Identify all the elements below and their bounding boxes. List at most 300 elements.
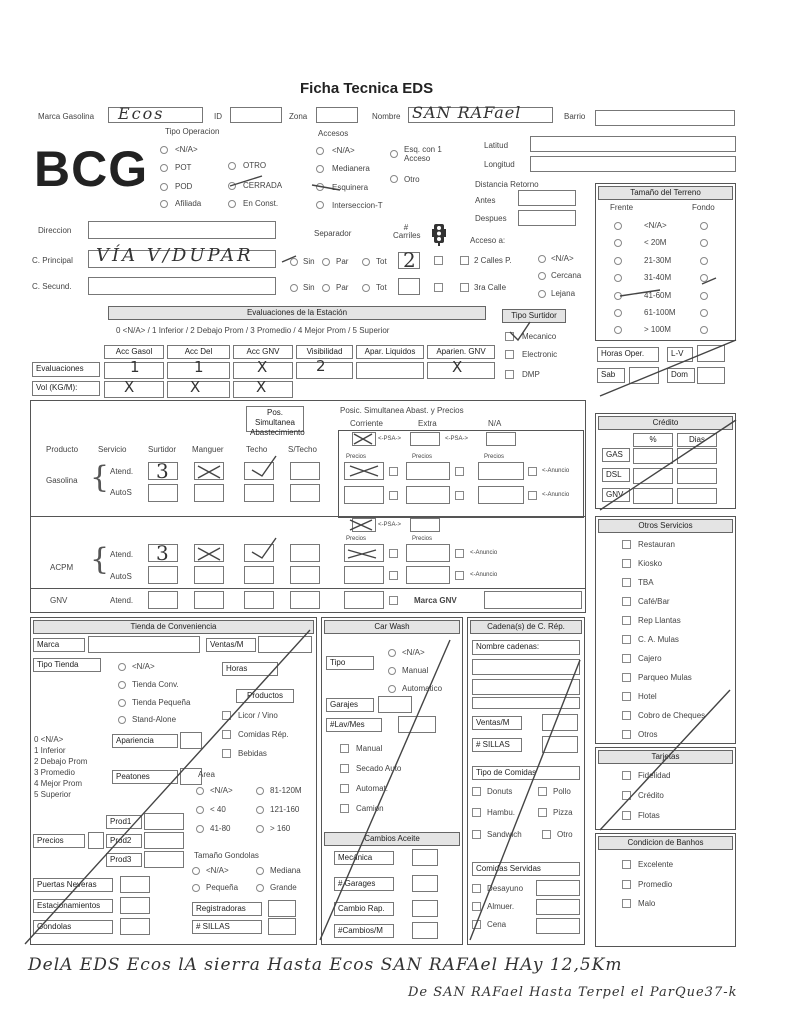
cambios-num-field[interactable] bbox=[412, 922, 438, 939]
surtidor-electronic-checkbox[interactable] bbox=[505, 350, 514, 359]
gas-psa-extra[interactable] bbox=[410, 432, 440, 446]
tienda-productos-label: Productos bbox=[236, 689, 294, 703]
car-wash-secado-checkbox[interactable] bbox=[340, 764, 349, 773]
gondola-pequena-label: Pequeña bbox=[206, 883, 239, 892]
posic-simultanea-label: Posic. Simultanea Abast. y Precios bbox=[340, 406, 464, 415]
terreno-frente-gt100-radio[interactable] bbox=[614, 326, 622, 334]
barrio-label: Barrio bbox=[564, 112, 586, 121]
tienda-tipo-label: Tipo Tienda bbox=[33, 658, 101, 672]
acpm-autos-surtidor[interactable] bbox=[148, 566, 178, 584]
vol-acc-del-value: X bbox=[190, 378, 201, 396]
principal-box1-checkbox[interactable] bbox=[434, 256, 443, 265]
acpm-precio-corriente-2[interactable] bbox=[344, 566, 384, 584]
acpm-autos-stecho[interactable] bbox=[290, 566, 320, 584]
tienda-tipo-na-radio[interactable] bbox=[118, 663, 126, 671]
tienda-scale-2: 2 Debajo Prom bbox=[34, 757, 88, 766]
gas-precio-corriente-check-2[interactable] bbox=[389, 491, 398, 500]
banos-excelente-checkbox[interactable] bbox=[622, 860, 631, 869]
tienda-ventas-label: Ventas/M bbox=[206, 638, 256, 652]
servicio-cheques-checkbox[interactable] bbox=[622, 711, 631, 720]
id-field[interactable] bbox=[230, 107, 282, 123]
gnv-surtidor[interactable] bbox=[148, 591, 178, 609]
gas-anuncio-label-1: <-Anuncio bbox=[542, 468, 570, 474]
credito-pct-label: % bbox=[633, 433, 673, 447]
tienda-comidas-checkbox[interactable] bbox=[222, 730, 231, 739]
eval-col-apar-liquidos: Apar. Liquidos bbox=[356, 345, 424, 359]
gas-psa-corriente[interactable] bbox=[352, 432, 376, 446]
servicio-hotel-label: Hotel bbox=[638, 692, 657, 701]
credito-gnv-dias[interactable] bbox=[677, 488, 717, 504]
car-wash-automat-checkbox[interactable] bbox=[340, 784, 349, 793]
acpm-atend-manguer[interactable] bbox=[194, 544, 224, 562]
servicio-tba-checkbox[interactable] bbox=[622, 578, 631, 587]
zona-label: Zona bbox=[289, 112, 308, 121]
gnv-precio[interactable] bbox=[344, 591, 384, 609]
vol-row-label: Vol (KG/M): bbox=[32, 381, 100, 396]
tienda-prod3-field[interactable] bbox=[144, 851, 184, 868]
acpm-anuncio-label-2: <-Anuncio bbox=[470, 572, 498, 578]
tienda-peatones-label: Peatones bbox=[112, 770, 178, 784]
antes-field[interactable] bbox=[518, 190, 576, 206]
tarjeta-fidelidad-label: Fidelidad bbox=[638, 771, 671, 780]
servida-desayuno-checkbox[interactable] bbox=[472, 884, 481, 893]
terreno-na-label: <N/A> bbox=[644, 221, 667, 230]
credito-gnv-pct[interactable] bbox=[633, 488, 673, 504]
tienda-tipo-pequena-label: Tienda Pequeña bbox=[132, 698, 191, 707]
acpm-precio-corriente[interactable] bbox=[344, 544, 384, 562]
tienda-marca-field[interactable] bbox=[88, 636, 200, 653]
tipo-op-enconst-radio[interactable] bbox=[228, 200, 236, 208]
principal-par-radio[interactable] bbox=[322, 258, 330, 266]
evaluaciones-title: Evaluaciones de la Estación bbox=[108, 306, 486, 320]
terreno-frente-20-radio[interactable] bbox=[614, 239, 622, 247]
cambios-garages-field[interactable] bbox=[412, 875, 438, 892]
surtidor-mecanico-checkbox[interactable] bbox=[505, 332, 514, 341]
acpm-precio-corriente-check[interactable] bbox=[389, 549, 398, 558]
gas-autos-surtidor[interactable] bbox=[148, 484, 178, 502]
terreno-fondo-30-radio[interactable] bbox=[700, 257, 708, 265]
area-120-radio[interactable] bbox=[256, 787, 264, 795]
comida-sandwich-checkbox[interactable] bbox=[472, 830, 481, 839]
cadenas-sillas-label: # SILLAS bbox=[472, 738, 522, 752]
gnv-manguer[interactable] bbox=[194, 591, 224, 609]
tienda-scale-5: 5 Superior bbox=[34, 790, 71, 799]
accesos-medianera-radio[interactable] bbox=[316, 165, 324, 173]
longitud-field[interactable] bbox=[530, 156, 736, 172]
gas-precio-extra-check[interactable] bbox=[455, 467, 464, 476]
car-wash-na-radio[interactable] bbox=[388, 649, 396, 657]
tienda-comidas-label: Comidas Rép. bbox=[238, 730, 289, 739]
horas-dom-field[interactable] bbox=[697, 367, 725, 384]
terreno-40-label: 31-40M bbox=[644, 273, 672, 282]
gas-atend-manguer[interactable] bbox=[194, 462, 224, 480]
tienda-tipo-pequena-radio[interactable] bbox=[118, 699, 126, 707]
tienda-scale-4: 4 Mejor Prom bbox=[34, 779, 83, 788]
tienda-tipo-conv-radio[interactable] bbox=[118, 681, 126, 689]
pos-simultanea-label: Pos. Simultanea Abastecimiento bbox=[246, 406, 304, 432]
direccion-field[interactable] bbox=[88, 221, 276, 239]
gas-autos-stecho[interactable] bbox=[290, 484, 320, 502]
acpm-autos-manguer[interactable] bbox=[194, 566, 224, 584]
gas-atend-stecho[interactable] bbox=[290, 462, 320, 480]
secundaria-par-radio[interactable] bbox=[322, 284, 330, 292]
gas-psa-label-1: <-PSA-> bbox=[378, 436, 402, 442]
cadenas-tipo-comidas-label: Tipo de Comidas bbox=[472, 766, 580, 780]
horas-sab-field[interactable] bbox=[629, 367, 659, 384]
gas-precio-extra[interactable] bbox=[406, 462, 450, 480]
gnv-techo[interactable] bbox=[244, 591, 274, 609]
terreno-30-label: 21-30M bbox=[644, 256, 672, 265]
servida-cena-checkbox[interactable] bbox=[472, 920, 481, 929]
horas-lv-field[interactable] bbox=[697, 345, 725, 362]
tienda-apariencia-field[interactable] bbox=[180, 732, 202, 749]
secundaria-calles-label: 3ra Calle bbox=[474, 283, 507, 292]
terreno-fondo-100-radio[interactable] bbox=[700, 309, 708, 317]
accesos-otro-label: Otro bbox=[404, 175, 420, 184]
secundaria-sin-radio[interactable] bbox=[290, 284, 298, 292]
gas-anuncio-check-1[interactable] bbox=[528, 467, 537, 476]
car-wash-manual-checkbox[interactable] bbox=[340, 744, 349, 753]
accesos-esquinera-radio[interactable] bbox=[316, 183, 324, 191]
tienda-scale-1: 1 Inferior bbox=[34, 746, 66, 755]
terreno-fondo-40-radio[interactable] bbox=[700, 274, 708, 282]
comida-hambu-label: Hambu. bbox=[487, 808, 516, 817]
area-gt160-radio[interactable] bbox=[256, 825, 264, 833]
terreno-frente-40-radio[interactable] bbox=[614, 274, 622, 282]
terreno-fondo-60-radio[interactable] bbox=[700, 292, 708, 300]
separador-label: Separador bbox=[314, 229, 352, 238]
gnv-check[interactable] bbox=[389, 596, 398, 605]
secundaria-carriles-field[interactable] bbox=[398, 278, 420, 295]
gondola-na-radio[interactable] bbox=[192, 867, 200, 875]
tarjeta-fidelidad-checkbox[interactable] bbox=[622, 771, 631, 780]
credito-dsl-pct[interactable] bbox=[633, 468, 673, 484]
banos-promedio-checkbox[interactable] bbox=[622, 880, 631, 889]
secundaria-field[interactable] bbox=[88, 277, 276, 295]
banos-title: Condicion de Banhos bbox=[598, 836, 733, 850]
servida-almuer-label: Almuer. bbox=[487, 902, 515, 911]
gondola-pequena-radio[interactable] bbox=[192, 884, 200, 892]
handwritten-note-1: DelA EDS Ecos lA sierra Hasta Ecos SAN RAFAel HAy 12,5Km bbox=[28, 955, 623, 975]
servida-field-2[interactable] bbox=[536, 899, 580, 915]
eval-col-acc-gasol: Acc Gasol bbox=[104, 345, 164, 359]
cambios-mecanica-field[interactable] bbox=[412, 849, 438, 866]
eval-col-visibilidad: Visibilidad bbox=[296, 345, 353, 359]
car-wash-garajes-field[interactable] bbox=[378, 696, 412, 713]
accesos-esq-acceso-radio[interactable] bbox=[390, 150, 398, 158]
secundaria-tot-radio[interactable] bbox=[362, 284, 370, 292]
terreno-frente-30-radio[interactable] bbox=[614, 257, 622, 265]
gas-precio-extra-2[interactable] bbox=[406, 486, 450, 504]
comida-pizza-checkbox[interactable] bbox=[538, 808, 547, 817]
marca-gasolina-value: Ecos bbox=[118, 104, 165, 123]
cadenas-sillas-field[interactable] bbox=[542, 736, 578, 753]
handwritten-note-2: De SAN RAFael Hasta Terpel el ParQue37-k bbox=[408, 985, 738, 1000]
tienda-estacionamientos-label: Estacionamientos bbox=[33, 899, 113, 913]
car-wash-tipo-label: Tipo bbox=[326, 656, 374, 670]
despues-field[interactable] bbox=[518, 210, 576, 226]
credito-gas-dias[interactable] bbox=[677, 448, 717, 464]
comidas-servidas-label: Comidas Servidas bbox=[472, 862, 580, 876]
acpm-autos-label: AutoS bbox=[110, 572, 132, 581]
accesos-na-label: <N/A> bbox=[332, 146, 355, 155]
cambios-rap-field[interactable] bbox=[412, 900, 438, 917]
terreno-fondo-gt100-radio[interactable] bbox=[700, 326, 708, 334]
car-wash-title: Car Wash bbox=[324, 620, 460, 634]
car-wash-auto-radio[interactable] bbox=[388, 685, 396, 693]
tipo-op-cerrada-label: CERRADA bbox=[243, 181, 283, 190]
terreno-fondo-20-radio[interactable] bbox=[700, 239, 708, 247]
acceso-na-radio[interactable] bbox=[538, 255, 546, 263]
id-label: ID bbox=[214, 112, 222, 121]
tipo-op-pod-radio[interactable] bbox=[160, 183, 168, 191]
eval-acc-gasol-value: 1 bbox=[130, 358, 140, 376]
cambios-mecanica-label: Mecánica bbox=[334, 851, 394, 865]
tienda-tipo-standalone-radio[interactable] bbox=[118, 716, 126, 724]
accesos-na-radio[interactable] bbox=[316, 147, 324, 155]
acpm-precio-extra-2[interactable] bbox=[406, 566, 450, 584]
tarjetas-title: Tarjetas bbox=[598, 750, 733, 764]
gas-precio-corriente[interactable] bbox=[344, 462, 384, 480]
servicio-mulas-checkbox[interactable] bbox=[622, 635, 631, 644]
tarjeta-credito-label: Crédito bbox=[638, 791, 664, 800]
acpm-label: ACPM bbox=[50, 563, 74, 572]
gas-anuncio-check-2[interactable] bbox=[528, 491, 537, 500]
gnv-stecho[interactable] bbox=[290, 591, 320, 609]
row-divider-2 bbox=[30, 588, 586, 589]
surtidor-dmp-checkbox[interactable] bbox=[505, 370, 514, 379]
servicio-cajero-checkbox[interactable] bbox=[622, 654, 631, 663]
tienda-tipo-standalone-label: Stand-Alone bbox=[132, 715, 177, 724]
tienda-precios-label: Precios bbox=[33, 834, 85, 848]
principal-carriles-value: 2 bbox=[403, 248, 416, 272]
tarjeta-credito-checkbox[interactable] bbox=[622, 791, 631, 800]
gnv-label: GNV bbox=[50, 596, 68, 605]
credito-gnv-label: GNV bbox=[602, 488, 630, 502]
banos-excelente-label: Excelente bbox=[638, 860, 674, 869]
tienda-licor-checkbox[interactable] bbox=[222, 711, 231, 720]
tipo-op-pot-label: POT bbox=[175, 163, 192, 172]
gondola-grande-radio[interactable] bbox=[256, 884, 264, 892]
acceso-lejana-radio[interactable] bbox=[538, 290, 546, 298]
comida-pollo-label: Pollo bbox=[553, 787, 571, 796]
gas-precio-corriente-check[interactable] bbox=[389, 467, 398, 476]
credito-dsl-dias[interactable] bbox=[677, 468, 717, 484]
eval-col-acc-gnv: Acc GNV bbox=[233, 345, 293, 359]
acpm-precios-2: Precios bbox=[412, 536, 433, 542]
surtidor-dmp-label: DMP bbox=[522, 370, 540, 379]
gas-precios-3: Precios bbox=[484, 454, 505, 460]
servicio-cafe-checkbox[interactable] bbox=[622, 597, 631, 606]
acpm-autos-techo[interactable] bbox=[244, 566, 274, 584]
terreno-frente-na-radio[interactable] bbox=[614, 222, 622, 230]
comida-donuts-checkbox[interactable] bbox=[472, 787, 481, 796]
tipo-op-pot-radio[interactable] bbox=[160, 164, 168, 172]
direccion-label: Direccion bbox=[38, 226, 72, 235]
acpm-anuncio-check-1[interactable] bbox=[455, 549, 464, 558]
gas-atend-surtidor-value: 3 bbox=[156, 459, 169, 483]
principal-label: C. Principal bbox=[32, 256, 73, 265]
servicio-kiosko-checkbox[interactable] bbox=[622, 559, 631, 568]
tarjeta-flotas-checkbox[interactable] bbox=[622, 811, 631, 820]
eval-aparien-gnv-value: X bbox=[452, 358, 463, 376]
tipo-op-na-radio[interactable] bbox=[160, 146, 168, 154]
longitud-label: Longitud bbox=[484, 160, 515, 169]
terreno-60-label: 41-60M bbox=[644, 291, 672, 300]
tipo-op-cerrada-radio[interactable] bbox=[228, 182, 236, 190]
secundaria-calles-checkbox[interactable] bbox=[460, 283, 469, 292]
comida-pollo-checkbox[interactable] bbox=[538, 787, 547, 796]
gasolina-autos-label: AutoS bbox=[110, 488, 132, 497]
acpm-atend-techo[interactable] bbox=[244, 544, 274, 562]
tienda-puertas-field[interactable] bbox=[120, 876, 150, 893]
latitud-label: Latitud bbox=[484, 141, 509, 150]
acpm-anuncio-check-2[interactable] bbox=[455, 571, 464, 580]
tipo-op-otro-radio[interactable] bbox=[228, 162, 236, 170]
tipo-op-afiliada-radio[interactable] bbox=[160, 200, 168, 208]
acpm-psa-extra[interactable] bbox=[410, 518, 440, 532]
banos-promedio-label: Promedio bbox=[638, 880, 673, 889]
gas-precios-1: Precios bbox=[346, 454, 367, 460]
credito-gas-pct[interactable] bbox=[633, 448, 673, 464]
accesos-label: Accesos bbox=[318, 129, 349, 138]
car-wash-lav-field[interactable] bbox=[398, 716, 436, 733]
banos-malo-checkbox[interactable] bbox=[622, 899, 631, 908]
tienda-scale-0: 0 <N/A> bbox=[34, 735, 64, 744]
servicio-hotel-checkbox[interactable] bbox=[622, 692, 631, 701]
area-40-radio[interactable] bbox=[196, 806, 204, 814]
eval-apar-liquidos-field[interactable] bbox=[356, 362, 424, 379]
gas-precio-extra-check-2[interactable] bbox=[455, 491, 464, 500]
terreno-frente-100-radio[interactable] bbox=[614, 309, 622, 317]
accesos-otro-radio[interactable] bbox=[390, 175, 398, 183]
antes-label: Antes bbox=[475, 196, 496, 205]
accesos-esq-acceso-label: Esq. con 1 Acceso bbox=[404, 145, 442, 163]
col-producto: Producto bbox=[46, 445, 79, 454]
principal-calles-checkbox[interactable] bbox=[460, 256, 469, 265]
accesos-interseccion-label: Interseccion-T bbox=[332, 201, 383, 210]
gas-anuncio-label-2: <-Anuncio bbox=[542, 492, 570, 498]
comida-otro-checkbox[interactable] bbox=[542, 830, 551, 839]
tienda-prod1-field[interactable] bbox=[144, 813, 184, 830]
principal-sin-radio[interactable] bbox=[290, 258, 298, 266]
servida-field-1[interactable] bbox=[536, 880, 580, 896]
gasolina-label: Gasolina bbox=[46, 476, 78, 485]
tipo-surtidor-title: Tipo Surtidor bbox=[502, 309, 566, 323]
acpm-precio-corriente-check-2[interactable] bbox=[389, 571, 398, 580]
cadenas-nombre-field-3[interactable] bbox=[472, 697, 580, 709]
gas-precio-na-2[interactable] bbox=[478, 486, 524, 504]
cadenas-ventas-field[interactable] bbox=[542, 714, 578, 731]
servicio-llantas-label: Rep Llantas bbox=[638, 616, 681, 625]
acpm-atend-surtidor-value: 3 bbox=[156, 541, 169, 565]
area-na-radio[interactable] bbox=[196, 787, 204, 795]
servida-cena-label: Cena bbox=[487, 920, 507, 929]
tienda-registradoras-field[interactable] bbox=[268, 900, 296, 917]
tienda-ventas-field[interactable] bbox=[258, 636, 312, 653]
zona-field[interactable] bbox=[316, 107, 358, 123]
acceso-na-label: <N/A> bbox=[551, 254, 574, 263]
bcg-logo: BCG bbox=[34, 141, 149, 197]
car-wash-automat-label: Automat. bbox=[356, 784, 389, 793]
car-wash-camion-checkbox[interactable] bbox=[340, 804, 349, 813]
tienda-precios-field[interactable] bbox=[88, 832, 104, 849]
latitud-field[interactable] bbox=[530, 136, 736, 152]
servicio-parqueo-label: Parqueo Mulas bbox=[638, 673, 692, 682]
servicio-mulas-label: C. A. Mulas bbox=[638, 635, 679, 644]
area-160-radio[interactable] bbox=[256, 806, 264, 814]
comida-hambu-checkbox[interactable] bbox=[472, 808, 481, 817]
terreno-frente-label: Frente bbox=[610, 203, 634, 212]
cadenas-nombre-field-1[interactable] bbox=[472, 659, 580, 675]
gas-precio-na[interactable] bbox=[478, 462, 524, 480]
acpm-precio-extra[interactable] bbox=[406, 544, 450, 562]
comida-sandwich-label: Sandwich bbox=[487, 830, 522, 839]
servicio-otros-label: Otros bbox=[638, 730, 658, 739]
marca-gnv-field[interactable] bbox=[484, 591, 582, 609]
tienda-estacionamientos-field[interactable] bbox=[120, 897, 150, 914]
tienda-marca-label: Marca bbox=[33, 638, 85, 652]
tienda-prod2-field[interactable] bbox=[144, 832, 184, 849]
servicio-tba-label: TBA bbox=[638, 578, 654, 587]
nombre-label: Nombre bbox=[372, 112, 401, 121]
servicio-restauran-checkbox[interactable] bbox=[622, 540, 631, 549]
secundaria-box1-checkbox[interactable] bbox=[434, 283, 443, 292]
tienda-bebidas-checkbox[interactable] bbox=[222, 749, 231, 758]
terreno-fondo-na-radio[interactable] bbox=[700, 222, 708, 230]
gas-atend-techo[interactable] bbox=[244, 462, 274, 480]
tienda-bebidas-label: Bebidas bbox=[238, 749, 267, 758]
gondola-mediana-radio[interactable] bbox=[256, 867, 264, 875]
evaluaciones-scale: 0 <N/A> / 1 Inferior / 2 Debajo Prom / 3 Promedio / 4 Mejor Prom / 5 Superior bbox=[116, 326, 390, 335]
gas-psa-na[interactable] bbox=[486, 432, 516, 446]
servicio-parqueo-checkbox[interactable] bbox=[622, 673, 631, 682]
tienda-sillas-field[interactable] bbox=[268, 918, 296, 935]
tipo-op-na-label: <N/A> bbox=[175, 145, 198, 154]
row-divider bbox=[30, 516, 586, 517]
acpm-atend-stecho[interactable] bbox=[290, 544, 320, 562]
tipo-op-otro-label: OTRO bbox=[243, 161, 267, 170]
evaluaciones-row-label: Evaluaciones bbox=[32, 362, 100, 377]
servida-field-3[interactable] bbox=[536, 918, 580, 934]
servicio-otros-checkbox[interactable] bbox=[622, 730, 631, 739]
col-manguer: Manguer bbox=[192, 445, 224, 454]
car-wash-auto-label: Automatico bbox=[402, 684, 443, 693]
acceso-cercana-radio[interactable] bbox=[538, 272, 546, 280]
gas-autos-techo[interactable] bbox=[244, 484, 274, 502]
barrio-field[interactable] bbox=[595, 110, 735, 126]
terreno-frente-60-radio[interactable] bbox=[614, 292, 622, 300]
gas-autos-manguer[interactable] bbox=[194, 484, 224, 502]
accesos-interseccion-radio[interactable] bbox=[316, 201, 324, 209]
tienda-area-label: Area bbox=[198, 770, 215, 779]
car-wash-manual-radio[interactable] bbox=[388, 667, 396, 675]
comida-donuts-label: Donuts bbox=[487, 787, 513, 796]
secundaria-tot-label: Tot bbox=[376, 283, 387, 292]
eval-col-aparien-gnv: Aparien. GNV bbox=[427, 345, 495, 359]
acpm-psa-corriente[interactable] bbox=[352, 518, 376, 532]
tarjeta-flotas-label: Flotas bbox=[638, 811, 660, 820]
area-80-radio[interactable] bbox=[196, 825, 204, 833]
gas-precio-corriente-2[interactable] bbox=[344, 486, 384, 504]
tienda-gondolas-field[interactable] bbox=[120, 918, 150, 935]
col-servicio: Servicio bbox=[98, 445, 127, 454]
servida-almuer-checkbox[interactable] bbox=[472, 902, 481, 911]
cadenas-nombre-field-2[interactable] bbox=[472, 679, 580, 695]
surtidor-electronic-label: Electronic bbox=[522, 350, 558, 359]
principal-tot-radio[interactable] bbox=[362, 258, 370, 266]
servicio-llantas-checkbox[interactable] bbox=[622, 616, 631, 625]
